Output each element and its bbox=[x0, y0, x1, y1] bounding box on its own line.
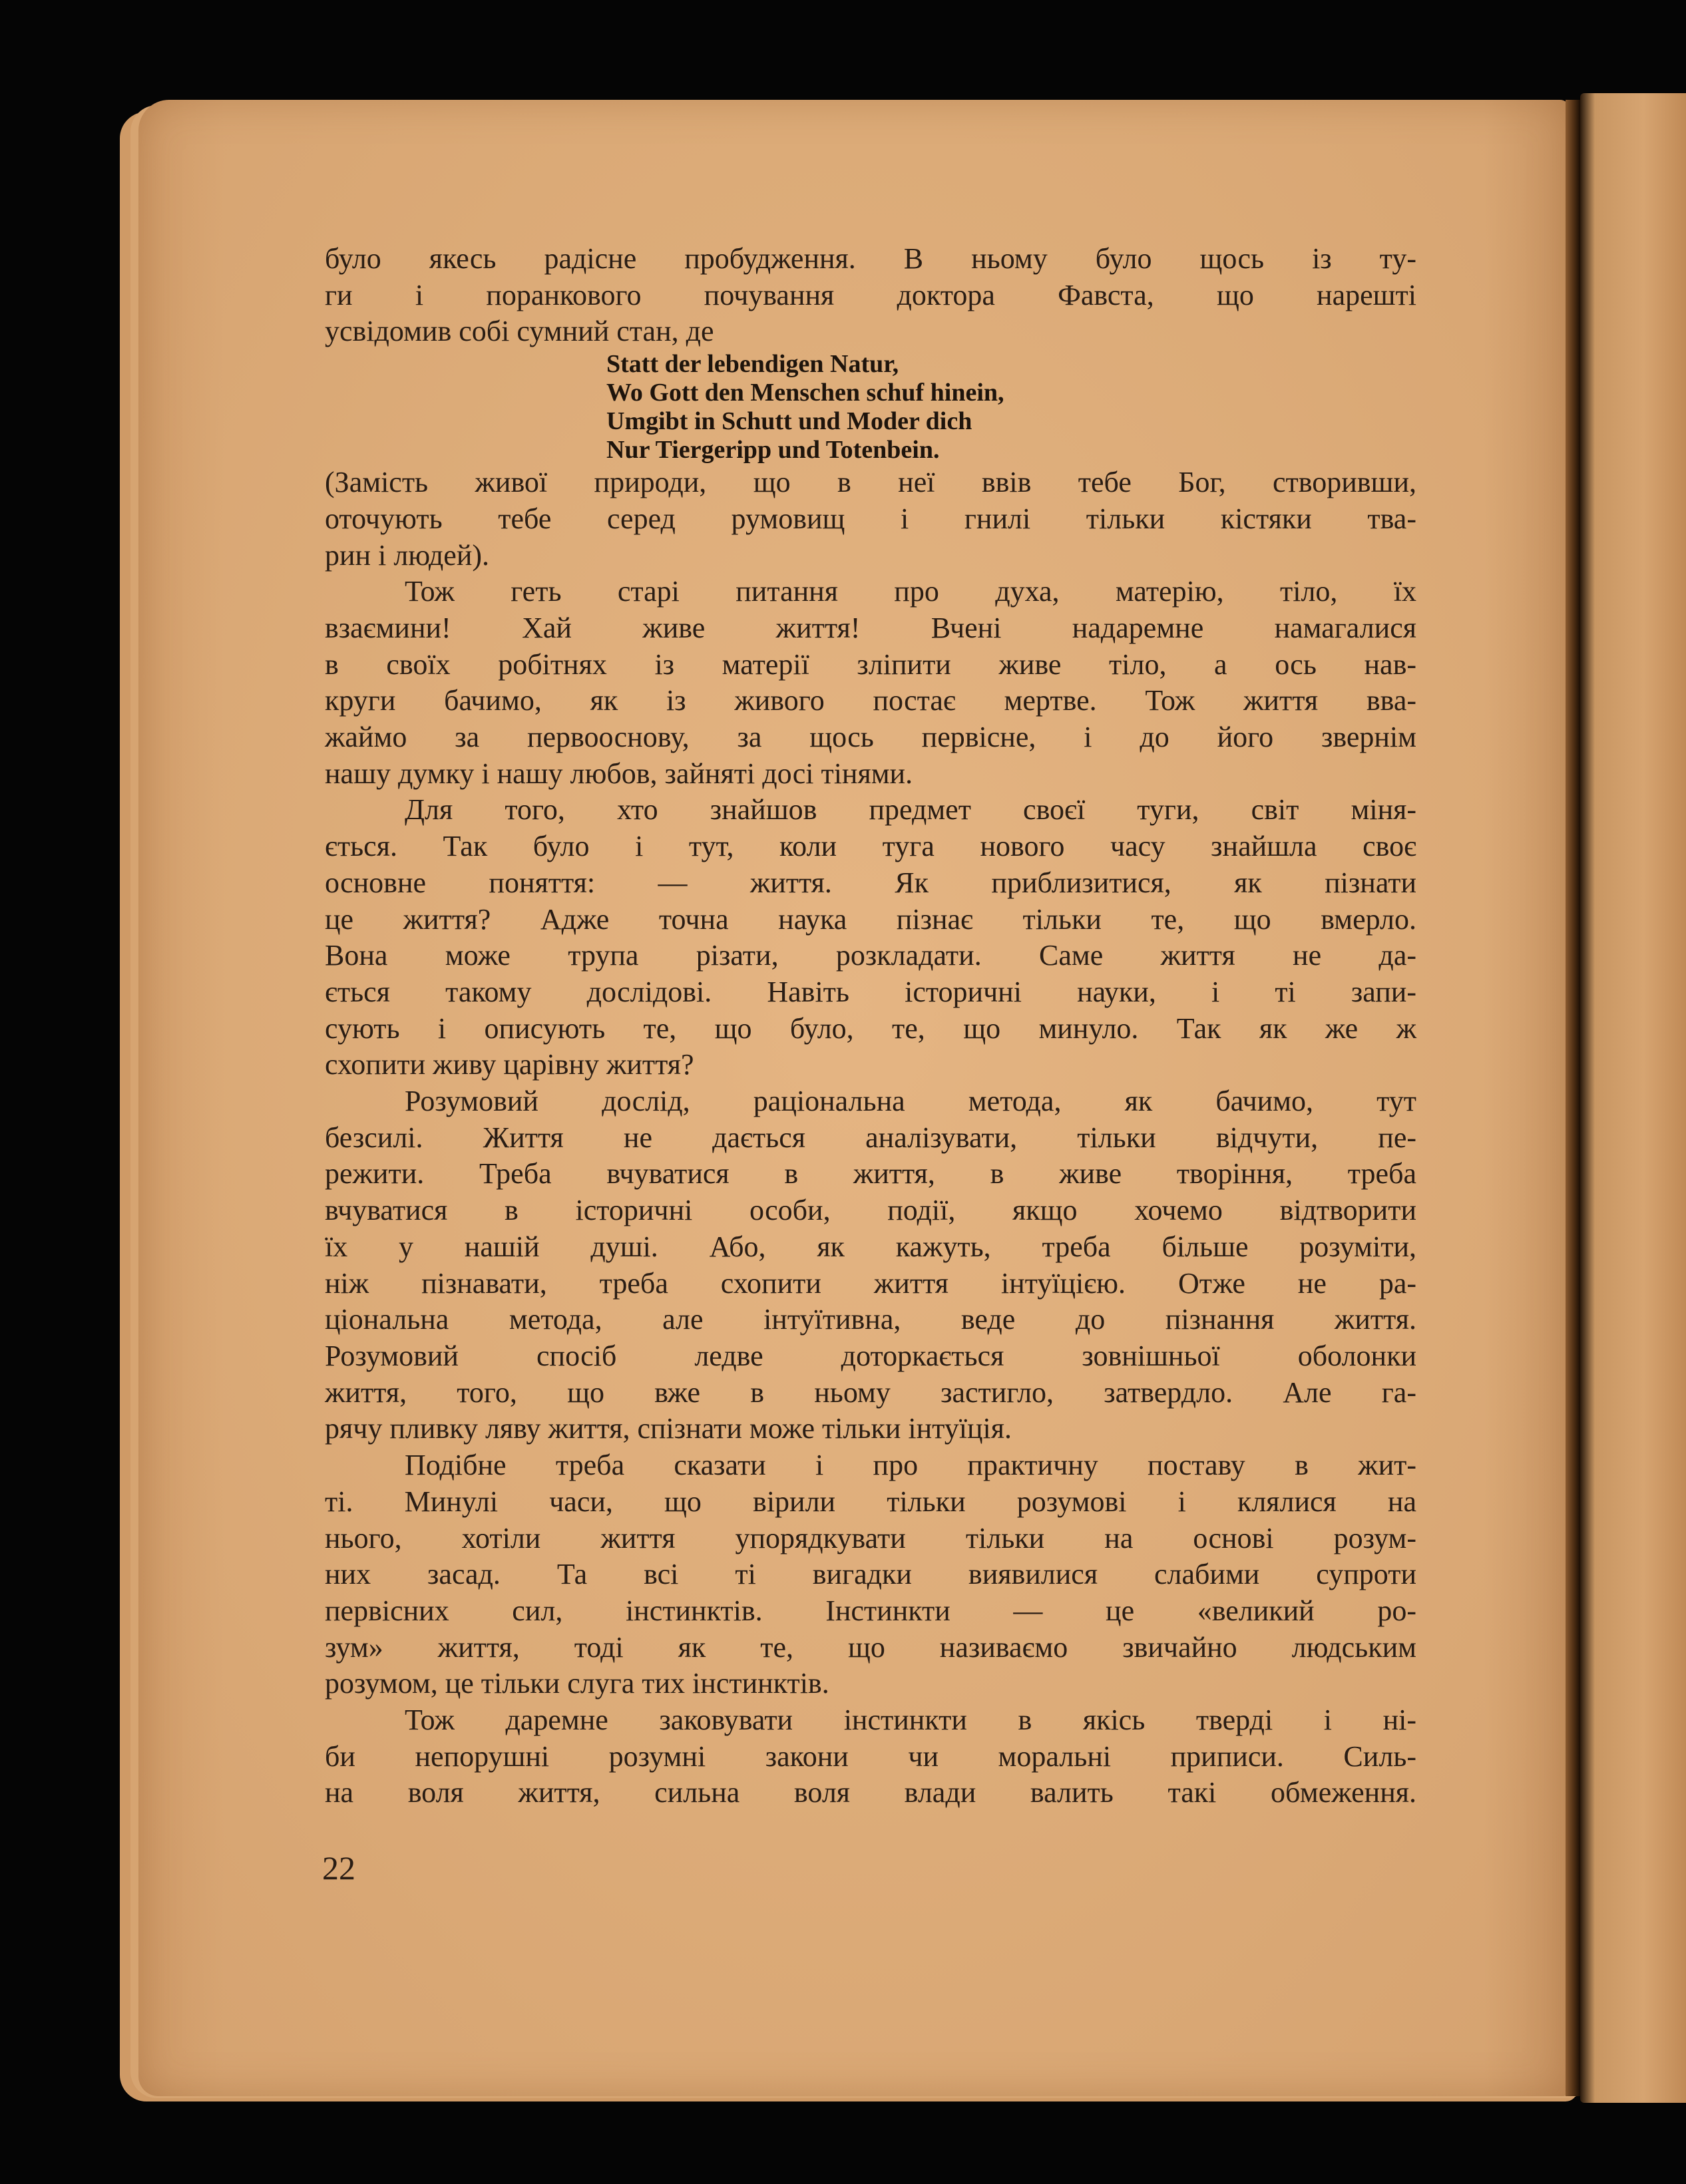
text-line: розумом, це тільки слуга тих інстинктів. bbox=[325, 1667, 829, 1700]
text-line: Подібне треба сказати і про практичну поставу в жит- bbox=[405, 1449, 1416, 1482]
text-line: первісних сил, інстинктів. Інстинкти — це «великий ро- bbox=[325, 1594, 1416, 1627]
text-line: Тож геть старі питання про духа, матерію, тіло, їх bbox=[405, 575, 1416, 608]
text-line: круги бачимо, як із живого постає мертве. Тож життя вва- bbox=[325, 684, 1416, 717]
text-line: режити. Треба вчуватися в життя, в живе творіння, треба bbox=[325, 1157, 1416, 1190]
text-line: ціональна метода, але інтуїтивна, веде до пізнання життя. bbox=[325, 1303, 1416, 1336]
paragraph bbox=[325, 574, 1416, 792]
text-line: вчуватися в історичні особи, події, якщо хочемо відтворити bbox=[325, 1194, 1416, 1227]
text-line: Розумовий дослід, раціональна метода, як бачимо, тут bbox=[405, 1085, 1416, 1118]
verse-line: Umgibt in Schutt und Moder dich bbox=[606, 407, 972, 436]
text-line: (Замість живої природи, що в неї ввів тебе Бог, створивши, bbox=[325, 466, 1416, 499]
text-line: ті. Минулі часи, що вірили тільки розумові і клялися на bbox=[325, 1485, 1416, 1518]
paragraph bbox=[325, 1447, 1416, 1702]
verse-quote bbox=[325, 350, 1416, 464]
verse-line: Wo Gott den Menschen schuf hinein, bbox=[606, 379, 1004, 407]
text-line: Вона може трупа різати, розкладати. Саме життя не да- bbox=[325, 939, 1416, 972]
text-line: би непорушні розумні закони чи моральні приписи. Силь- bbox=[325, 1739, 1416, 1773]
verse-line: Nur Tiergeripp und Totenbein. bbox=[606, 436, 940, 464]
text-line: них засад. Та всі ті вигадки виявилися слабими супроти bbox=[325, 1558, 1416, 1591]
paragraph bbox=[325, 464, 1416, 574]
text-line: рячу пливку ляву життя, спізнати може тільки інтуїція. bbox=[325, 1412, 1012, 1445]
text-line: в своїх робітнях із матерії зліпити живе тіло, а ось нав- bbox=[325, 647, 1416, 681]
opening-lines bbox=[325, 241, 1416, 350]
text-line: на воля життя, сильна воля влади валить такі обмеження. bbox=[325, 1776, 1416, 1809]
text-line: сують і описують те, що було, те, що минуло. Так як же ж bbox=[325, 1011, 1416, 1045]
text-line: основне поняття: — життя. Як приблизитися, як пізнати bbox=[325, 866, 1416, 899]
text-line: оточують тебе серед румовищ і гнилі тільки кістяки тва- bbox=[325, 502, 1416, 535]
paragraph bbox=[325, 1702, 1416, 1811]
text-line: Розумовий спосіб ледве доторкається зовнішньої оболонки bbox=[325, 1339, 1416, 1372]
text-line: зум» життя, тоді як те, що називаємо звичайно людським bbox=[325, 1630, 1416, 1664]
text-line: Тож даремне заковувати інстинкти в якісь тверді і ні- bbox=[405, 1704, 1416, 1737]
binding-gutter bbox=[1566, 100, 1580, 2096]
text-line: нього, хотіли життя упорядкувати тільки на основі розум- bbox=[325, 1521, 1416, 1554]
text-line: жаймо за первооснову, за щось первісне, і до його звернім bbox=[325, 721, 1416, 754]
page-text bbox=[325, 241, 1416, 1811]
text-line: нашу думку і нашу любов, зайняті досі тінями. bbox=[325, 757, 913, 790]
text-line: це життя? Адже точна наука пізнає тільки те, що вмерло. bbox=[325, 902, 1416, 936]
text-line: їх у нашій душі. Або, як кажуть, треба більше розуміти, bbox=[325, 1230, 1416, 1263]
paragraph bbox=[325, 1083, 1416, 1447]
text-line: Для того, хто знайшов предмет своєї туги, світ міня- bbox=[405, 793, 1416, 826]
text-line: було якесь радісне пробудження. В ньому було щось із ту- bbox=[325, 242, 1416, 275]
text-line: життя, того, що вже в ньому застигло, затвердло. Але га- bbox=[325, 1375, 1416, 1409]
verse-line: Statt der lebendigen Natur, bbox=[606, 350, 899, 379]
text-line: рин і людей). bbox=[325, 538, 490, 572]
text-line: безсилі. Життя не дається аналізувати, тільки відчути, пе- bbox=[325, 1121, 1416, 1154]
text-line: ги і поранкового почування доктора Фавста, що нарешті bbox=[325, 278, 1416, 311]
text-line: усвідомив собі сумний стан, де bbox=[325, 315, 714, 348]
text-line: ється такому дослідові. Навіть історичні науки, і ті запи- bbox=[325, 975, 1416, 1008]
paragraph bbox=[325, 792, 1416, 1083]
text-line: взаємини! Хай живе життя! Вчені надаремне намагалися bbox=[325, 611, 1416, 644]
text-line: ніж пізнавати, треба схопити життя інтуїцією. Отже не ра- bbox=[325, 1266, 1416, 1300]
text-line: схопити живу царівну життя? bbox=[325, 1048, 694, 1081]
text-line: ється. Так було і тут, коли туга нового часу знайшла своє bbox=[325, 830, 1416, 863]
page-number: 22 bbox=[322, 1849, 355, 1887]
facing-page-edge bbox=[1580, 93, 1686, 2103]
